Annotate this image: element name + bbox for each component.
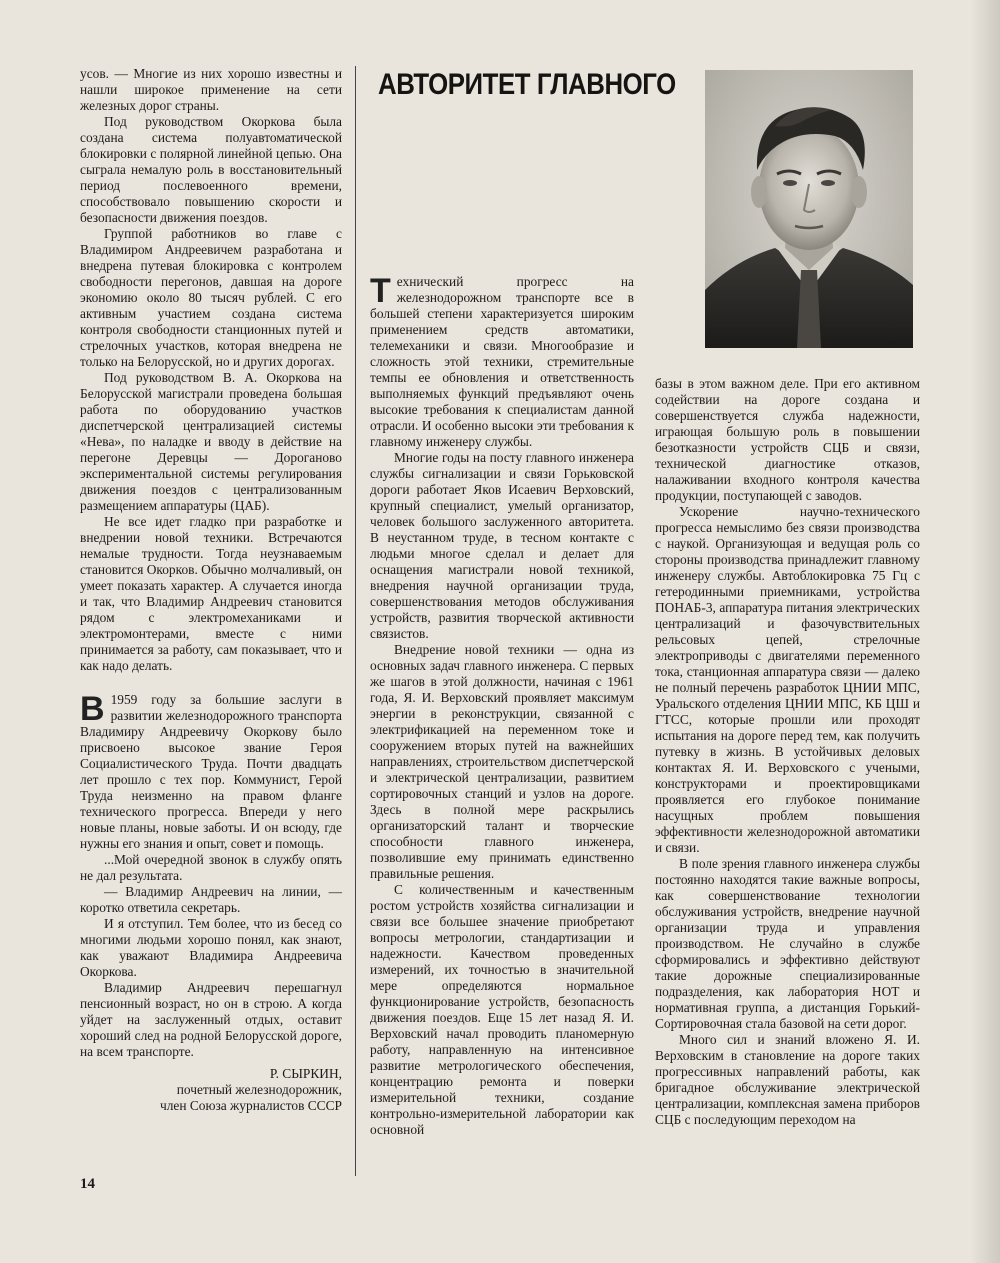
drop-cap: В bbox=[80, 690, 105, 728]
paragraph: базы в этом важном деле. При его активном содействии на дороге создана и совершенствуется служба надежности, играющая большую роль в повышении безотказности устройств СЦБ и связи, технической диагностике отказов, налаживании входного контроля качества продукции, поступающей с заводов. bbox=[655, 376, 920, 503]
paragraph: Под руководством Окоркова была создана система полуавтоматической блокировки с полярной линейной цепью. Она сыграла немалую роль в восстановительный период послевоенного времени, способствовало повышению скорости и безопасности движения поездов. bbox=[80, 114, 342, 225]
paragraph: Владимир Андреевич перешагнул пенсионный возраст, но он в строю. А когда уйдет на заслуженный отдых, оставит хороший след на родной Белорусской дороге, на всем транспорте. bbox=[80, 980, 342, 1059]
drop-cap: Т bbox=[370, 272, 391, 310]
paragraph: Группой работников во главе с Владимиром Андреевичем разработана и внедрена путевая блокировка с контролем свободности перегонов, давшая на дороге экономию около 80 тысяч рублей. С его активным участием создана система контроля свободности станционных путей и стрелочных участков, которая внедрена не только на Белорусской, но и других дорогах. bbox=[80, 226, 342, 369]
paragraph: Не все идет гладко при разработке и внедрении новой техники. Встречаются немалые трудности. Тогда неузнаваемым становится Окорков. Обычно молчаливый, он умеет показать характер. А случается иногда и так, что Владимир Андреевич становится рядом с электромеханиками и электромонтерами, вместе с ними принимается за работу, сам показывает, что и как надо делать. bbox=[80, 514, 342, 673]
author-name: Р. СЫРКИН, bbox=[269, 1066, 342, 1081]
paragraph-text: 1959 году за большие заслуги в развитии железнодорожного транспорта Владимиру Андреевичу Окоркову было присвоено высокое звание Героя Социалистического Труда. Почти двадцать лет прошло с тех пор. Коммунист, Герой Труда неизменно на правом фланге технического прогресса. Впереди у него новые планы, новые заботы. И он всюду, где нужны его знания и опыт, совет и помощь. bbox=[80, 692, 342, 851]
portrait-illustration bbox=[705, 70, 913, 348]
paragraph-drop-cap bbox=[370, 274, 634, 450]
paragraph: С количественным и качественным ростом устройств хозяйства сигнализации и связи все большее значение приобретают вопросы метрологии, стандартизации и надежности. Качеством проведенных измерений, их точностью в значительной мере определяются нормальное функционирование устройств, безопасность движения поездов. Еще 15 лет назад Я. И. Верховский начал проводить планомерную работу, направленную на интенсивное развитие метрологического обеспечения, концентрацию ремонта и поверки измерительной техники, создание контрольно-измерительной лаборатории как основной bbox=[370, 882, 634, 1137]
column-divider bbox=[355, 66, 356, 1176]
paragraph: усов. — Многие из них хорошо известны и нашли широкое применение на сети железных дорог страны. bbox=[80, 66, 342, 113]
paragraph: Внедрение новой техники — одна из основных задач главного инженера. С первых же шагов в этой должности, начиная с 1961 года, Я. И. Верховский проявляет максимум энергии в реконструкции, связанной с электрификацией на переменном токе и сооружением вторых путей на важнейших направлениях, строительством диспетчерской и электрической централизации, развитием сортировочных станций и узлов на дороге. Здесь в полной мере раскрылись организаторский талант и творческие способности главного инженера, позволившие ему принимать единственно правильные решения. bbox=[370, 642, 634, 881]
paragraph: ...Мой очередной звонок в службу опять не дал результата. bbox=[80, 852, 342, 883]
portrait-photo bbox=[705, 70, 913, 348]
article-title: АВТОРИТЕТ ГЛАВНОГО bbox=[378, 68, 676, 101]
paragraph: В поле зрения главного инженера службы постоянно находятся такие важные вопросы, как совершенствование технологии обслуживания устройств, внедрение научной организации труда и управления производством. Не случайно в службе сформировались и эффективно действуют такие дорожные специализированные подразделения, как лаборатория НОТ и нормативная группа, а дистанция Горький-Сортировочная стала базовой на сети дорог. bbox=[655, 856, 920, 1031]
paragraph: И я отступил. Тем более, что из бесед со многими людьми хорошо понял, как знают, как уважают Владимира Андреевича Окоркова. bbox=[80, 916, 342, 979]
paragraph: Под руководством В. А. Окоркова на Белорусской магистрали проведена большая работа по оборудованию участков диспетчерской централизацией системы «Нева», по наладке и вводу в действие на перегоне Деревцы — Дороганово экспериментальной системы регулирования движения поездов с централизованным размещением аппаратуры (ЦАБ). bbox=[80, 370, 342, 513]
paragraph: Многие годы на посту главного инженера службы сигнализации и связи Горьковской дороги работает Яков Исаевич Верховский, крупный специалист, умелый организатор, человек большого заслуженного авторитета. В неустанном труде, в тесном контакте с людьми многое сделал и делает для оснащения магистрали новой техникой, внедрения научной организации труда, совершенствования методов обслуживания устройств, развития творческой активности связистов. bbox=[370, 450, 634, 641]
column-right bbox=[655, 376, 920, 1128]
paragraph-text: ехнический прогресс на железнодорожном транспорте все в большей степени характеризуется широким применением средств автоматики, телемеханики и связи. Многообразие и сложность этой техники, стремительные темпы ее обновления и ответственность выполняемых функций предъявляют очень высокие требования к специалистам данной отрасли. И особенно высоки эти требования к главному инженеру службы. bbox=[370, 274, 634, 449]
column-middle bbox=[370, 274, 634, 1138]
paragraph-drop-cap bbox=[80, 692, 342, 852]
paragraph: Много сил и знаний вложено Я. И. Верховским в становление на дороге таких прогрессивных направлений работы, как бригадное обслуживание электрической централизации, комплексная замена приборов СЦБ с последующим переходом на bbox=[655, 1032, 920, 1127]
author-title: почетный железнодорожник, bbox=[176, 1082, 342, 1097]
paragraph: — Владимир Андреевич на линии, — коротко ответила секретарь. bbox=[80, 884, 342, 915]
page-number: 14 bbox=[80, 1176, 95, 1192]
author-membership: член Союза журналистов СССР bbox=[159, 1098, 342, 1113]
paragraph: Ускорение научно-технического прогресса немыслимо без связи производства с наукой. Организующая и ведущая роль со стороны производства принадлежит главному инженеру службы. Автоблокировка 75 Гц с гетеродинными приемниками, устройства ПОНАБ-3, аппаратура питания электрических централизаций и фазочувствительных рельсовых цепей, стрелочные электроприводы с двигателями переменного тока, станционная аппаратура связи — далеко не полный перечень разработок ЦНИИ МПС, Уральского отделения ЦНИИ МПС, КБ ЦШ и ГТСС, которые прошли или проходят испытания на дороге перед тем, как получить путевку в жизнь. В устойчивых деловых контактах Я. И. Верховского с учеными, конструкторами и проектировщиками проявляется его глубокое понимание насущных проблем повышения эффективности железнодорожной автоматики и связи. bbox=[655, 504, 920, 855]
column-left bbox=[80, 66, 342, 1114]
page-edge-shadow bbox=[970, 0, 1000, 1263]
